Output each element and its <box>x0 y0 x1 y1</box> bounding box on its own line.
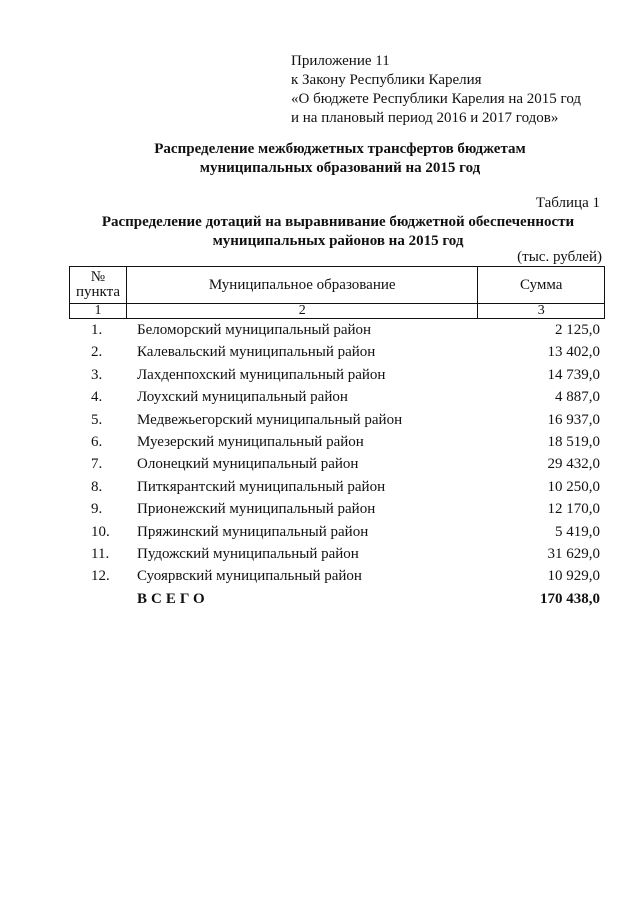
amount: 5 419,0 <box>555 523 600 540</box>
table-title <box>18 213 640 251</box>
table-row <box>0 367 640 389</box>
appendix-line: и на плановый период 2016 и 2017 годов» <box>291 110 559 126</box>
table-row <box>0 568 640 590</box>
total-row <box>0 591 640 613</box>
amount: 10 250,0 <box>547 478 600 495</box>
row-number: 6. <box>91 433 103 450</box>
municipality-name: Калевальский муниципальный район <box>137 344 376 361</box>
municipality-name: Муезерский муниципальный район <box>137 433 364 450</box>
header-municipality: Муниципальное образование <box>126 267 478 304</box>
municipality-name: Питкярантский муниципальный район <box>137 478 386 495</box>
row-number: 3. <box>91 366 103 383</box>
table-body <box>0 322 640 613</box>
municipality-name: Олонецкий муниципальный район <box>137 456 359 473</box>
municipality-name: Беломорский муниципальный район <box>137 322 372 338</box>
municipality-name: Пудожский муниципальный район <box>137 545 359 562</box>
row-number: 1. <box>91 322 103 338</box>
header-number <box>70 267 127 304</box>
amount: 10 929,0 <box>547 568 600 585</box>
header-number-label: пункта <box>75 284 120 300</box>
amount: 31 629,0 <box>547 545 600 562</box>
column-index: 2 <box>126 304 478 319</box>
amount: 13 402,0 <box>547 344 600 361</box>
table-row <box>0 389 640 411</box>
municipality-name: Лоухский муниципальный район <box>137 389 348 406</box>
amount: 18 519,0 <box>547 433 600 450</box>
table-row <box>0 524 640 546</box>
amount: 12 170,0 <box>547 501 600 518</box>
table-row <box>0 344 640 366</box>
appendix-line: к Закону Республики Карелия <box>291 72 482 88</box>
amount: 16 937,0 <box>547 411 600 428</box>
subtitle-line: Распределение дотаций на выравнивание бюджетной обеспеченности <box>101 214 575 230</box>
row-number: 10. <box>91 523 110 540</box>
column-index: 1 <box>70 304 127 319</box>
table-row <box>0 479 640 501</box>
amount: 14 739,0 <box>547 366 600 383</box>
amount: 4 887,0 <box>555 389 600 406</box>
table-header <box>69 266 605 319</box>
row-number: 11. <box>91 545 110 562</box>
municipality-name: Медвежьегорский муниципальный район <box>137 411 403 428</box>
table-label: Таблица 1 <box>535 195 600 211</box>
amount: 2 125,0 <box>555 322 600 338</box>
subtitle-line: муниципальных районов на 2015 год <box>212 233 464 249</box>
total-label: ВСЕГО <box>137 590 209 607</box>
amount: 29 432,0 <box>547 456 600 473</box>
row-number: 9. <box>91 501 103 518</box>
municipality-name: Суоярвский муниципальный район <box>137 568 362 585</box>
appendix-line: Приложение 11 <box>291 53 390 69</box>
table-row <box>0 434 640 456</box>
title-line: Распределение межбюджетных трансфертов бюджетам <box>154 141 526 157</box>
table-row <box>0 412 640 434</box>
row-number: 2. <box>91 344 103 361</box>
row-number: 12. <box>91 568 110 585</box>
column-index: 3 <box>478 304 605 319</box>
table-row <box>0 501 640 523</box>
municipality-name: Прионежский муниципальный район <box>137 501 376 518</box>
header-sum: Сумма <box>478 267 605 304</box>
appendix-line: «О бюджете Республики Карелия на 2015 год <box>291 91 582 107</box>
title-line: муниципальных образований на 2015 год <box>199 160 481 176</box>
municipality-name: Лахденпохский муниципальный район <box>137 366 386 383</box>
row-number: 5. <box>91 411 103 428</box>
total-amount: 170 438,0 <box>540 590 600 607</box>
table-row <box>0 546 640 568</box>
row-number: 8. <box>91 478 103 495</box>
document-title <box>20 140 640 178</box>
appendix-note <box>291 52 581 128</box>
row-number: 7. <box>91 456 103 473</box>
row-number: 4. <box>91 389 103 406</box>
units-note: (тыс. рублей) <box>517 249 602 265</box>
header-number-sign: № <box>90 269 106 285</box>
table-row <box>0 456 640 478</box>
table-row <box>0 322 640 344</box>
municipality-name: Пряжинский муниципальный район <box>137 523 369 540</box>
